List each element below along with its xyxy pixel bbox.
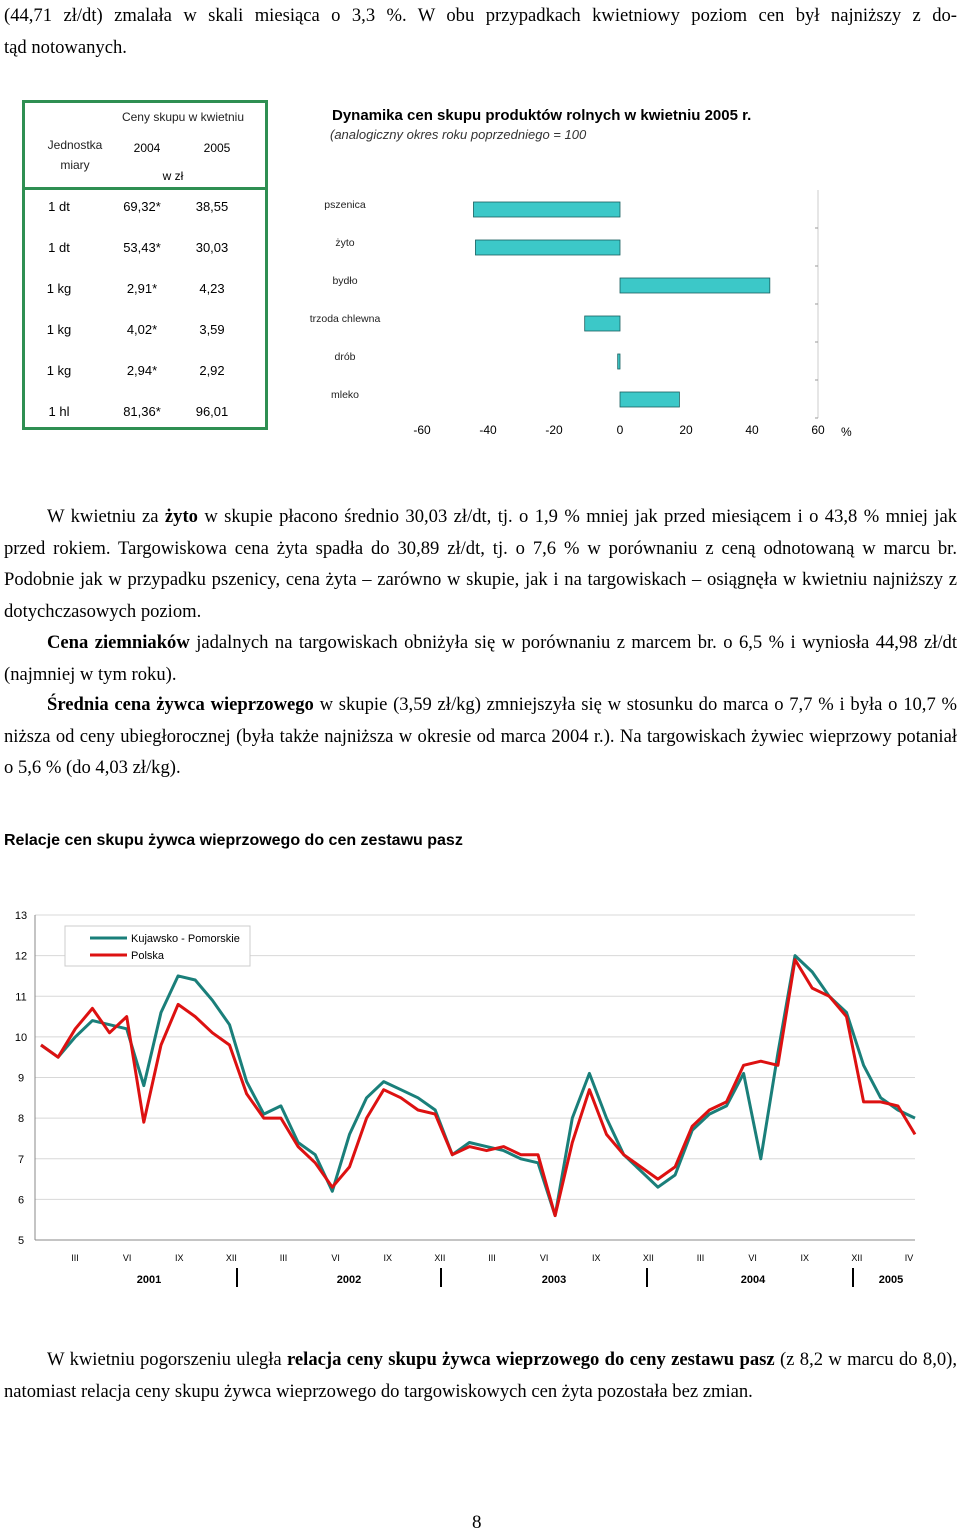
price-dynamics-chart <box>300 100 860 450</box>
header-currency: w zł <box>162 169 184 183</box>
line-ytick-label: 8 <box>17 1113 25 1126</box>
table-cell-p2004: 69,32* <box>123 199 161 214</box>
line-ytick-label: 6 <box>17 1194 25 1207</box>
table-header-divider <box>25 187 265 190</box>
bar-category-label: bydło <box>332 275 358 287</box>
line-series-0 <box>41 956 915 1216</box>
header-year-2005: 2005 <box>203 141 231 155</box>
table-cell-unit: 1 dt <box>48 240 70 255</box>
header-year-2004: 2004 <box>133 141 161 155</box>
table-cell-p2004: 2,91* <box>126 281 158 296</box>
bar-category-label: drób <box>334 351 356 363</box>
rye-bold: żyto <box>164 506 198 527</box>
line-ytick-label: 13 <box>14 910 28 922</box>
bar-xtick-label: 20 <box>679 423 693 437</box>
bar-xtick-label: -40 <box>479 423 497 437</box>
line-month-label: VI <box>748 1253 757 1263</box>
price-table <box>22 100 268 430</box>
table-cell-p2005: 38,55 <box>195 199 229 214</box>
bar-category-label: żyto <box>335 237 355 249</box>
line-month-label: III <box>71 1253 79 1263</box>
rye-text-1: W kwietniu za <box>47 506 165 527</box>
line-month-label: IX <box>591 1253 601 1263</box>
line-month-label: XII <box>225 1253 237 1263</box>
pork-bold: Średnia cena żywca wieprzowego <box>47 694 314 715</box>
top-paragraph <box>4 0 957 63</box>
line-year-label: 2005 <box>878 1274 904 1286</box>
header-unit: Jednostka miary <box>47 138 103 172</box>
bar-category-label: mleko <box>330 389 360 401</box>
table-cell-p2005: 4,23 <box>199 281 225 296</box>
bar-xtick-label: 60 <box>811 423 825 437</box>
paragraph-rye <box>4 501 957 627</box>
line-ytick-label: 9 <box>17 1072 25 1085</box>
table-cell-p2005: 30,03 <box>195 240 229 255</box>
bar-0 <box>473 202 620 217</box>
potato-bold: Cena ziemniaków <box>47 632 190 653</box>
line-month-label: VI <box>331 1253 340 1263</box>
line-month-label: XII <box>434 1253 446 1263</box>
paragraph-relation <box>4 1344 957 1407</box>
line-month-label: XII <box>851 1253 863 1263</box>
line-legend <box>65 926 250 966</box>
line-month-label: IX <box>174 1253 184 1263</box>
table-cell-p2005: 2,92 <box>199 363 225 378</box>
paragraph-pork <box>4 689 957 784</box>
bar-2 <box>620 278 770 293</box>
line-ytick-label: 12 <box>14 950 28 963</box>
line-year-label: 2003 <box>541 1274 567 1286</box>
line-ytick-label: 7 <box>17 1153 25 1166</box>
line-month-label: VI <box>539 1253 549 1263</box>
bar-4 <box>618 354 620 369</box>
table-cell-unit: 1 kg <box>46 363 72 378</box>
bar-chart-subtitle: (analogiczny okres roku poprzedniego = 100 <box>330 127 587 142</box>
line-ytick-label: 5 <box>17 1235 25 1247</box>
bar-xtick-label: 0 <box>616 423 624 437</box>
bar-category-label: trzoda chlewna <box>309 313 381 325</box>
bar-xunit-label: % <box>841 425 852 439</box>
pork-text: w skupie (3,59 zł/kg) zmniejszyła się w stosunku do marca o 7,7 % i była o 10,7 % niższa od ceny ubiegłorocznej (była także najniższa w okresie od marca 2004 r.). Na targowiskach żywiec wieprzowy potaniał o 5,6 % (do 4,03 zł/kg). <box>4 694 957 778</box>
table-cell-p2004: 53,43* <box>123 240 161 255</box>
bar-xtick-label: -20 <box>545 423 563 437</box>
relation-bold: relacja ceny skupu żywca wieprzowego do ceny zestawu pasz <box>287 1349 775 1370</box>
table-cell-p2004: 2,94* <box>126 363 158 378</box>
line-month-label: III <box>696 1253 705 1263</box>
legend-label: Kujawsko - Pomorskie <box>131 933 240 945</box>
table-cell-unit: 1 kg <box>46 322 72 337</box>
line-year-label: 2004 <box>740 1274 766 1286</box>
potato-text: jadalnych na targowiskach obniżyła się w porównaniu z marcem br. o 6,5 % i wyniosła 44,98 zł/dt (najmniej w tym roku). <box>4 632 958 685</box>
bar-xtick-label: -60 <box>413 423 431 437</box>
section-heading: Relacje cen skupu żywca wieprzowego do cen zestawu pasz <box>4 832 463 849</box>
line-month-label: XII <box>642 1253 654 1263</box>
table-cell-unit: 1 kg <box>46 281 72 296</box>
bar-3 <box>585 316 620 331</box>
table-cell-unit: 1 dt <box>48 199 70 214</box>
line-ytick-label: 10 <box>14 1031 28 1044</box>
table-cell-p2005: 96,01 <box>195 404 229 419</box>
bar-layer <box>310 190 852 439</box>
page-number: 8 <box>472 1512 482 1533</box>
relation-text-2: (z 8,2 w marcu do 8,0), natomiast relacja ceny skupu żywca wieprzowego do targowiskowych cen żyta pozostała bez zmian. <box>4 1349 957 1402</box>
line-year-label: 2002 <box>336 1274 362 1286</box>
relation-text-1: W kwietniu pogorszeniu uległa <box>47 1349 287 1370</box>
table-cell-unit: 1 hl <box>48 404 70 419</box>
paragraph-potato <box>4 627 957 690</box>
header-prices: Ceny skupu w kwietniu <box>121 110 245 124</box>
table-cell-p2005: 3,59 <box>199 322 225 337</box>
line-ytick-label: 11 <box>15 991 27 1004</box>
bar-category-label: pszenica <box>324 199 366 211</box>
bar-1 <box>475 240 620 255</box>
top-paragraph-line2: tąd notowanych. <box>4 36 127 58</box>
table-cell-p2004: 4,02* <box>126 322 158 337</box>
line-series-1 <box>41 960 915 1216</box>
line-month-label: VI <box>122 1253 132 1263</box>
line-layer <box>15 910 915 1287</box>
bar-chart-title: Dynamika cen skupu produktów rolnych w kwietniu 2005 r. <box>332 107 752 124</box>
rye-text-2: w skupie płacono średnio 30,03 zł/dt, tj. o 1,9 % mniej jak przed miesiącem i o 43,8 % mniej jak przed rokiem. Targowiskowa cena żyta spadła do 30,89 zł/dt, tj. o 7,6 % w porównaniu z ceną odnotowaną w marcu br. Podobnie jak w przypadku pszenicy, cena żyta – zarówno w skupie, jak i na targowiskach – osiągnęła w kwietniu najniższy z dotychczasowych poziom. <box>4 506 958 622</box>
line-month-label: IX <box>800 1253 810 1263</box>
line-month-label: III <box>488 1253 496 1263</box>
bar-xtick-label: 40 <box>745 423 759 437</box>
legend-label: Polska <box>131 950 165 962</box>
line-year-label: 2001 <box>136 1274 162 1286</box>
line-month-label: IX <box>383 1253 393 1263</box>
top-paragraph-line1: (44,71 zł/dt) zmalała w skali miesiąca o 3,3 %. W obu przypadkach kwietniowy poziom cen był najniższy z do- <box>4 5 957 26</box>
bar-5 <box>620 392 679 407</box>
pig-feed-ratio-chart <box>0 895 960 1295</box>
line-month-label: III <box>279 1253 288 1263</box>
table-cell-p2004: 81,36* <box>123 404 161 419</box>
line-month-label: IV <box>904 1253 914 1263</box>
